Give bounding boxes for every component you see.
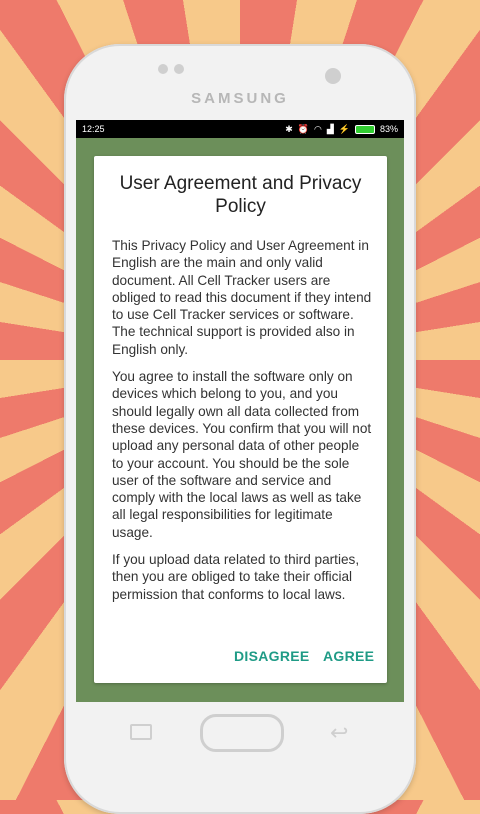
battery-icon — [355, 125, 375, 134]
status-bar — [76, 120, 404, 138]
policy-paragraph: If you upload data related to third parties, then you are obliged to take their official permission that conforms to local laws. — [112, 552, 360, 602]
bluetooth-icon: ✱ — [285, 123, 293, 134]
signal-icon: ▟ — [326, 123, 334, 134]
status-icons — [285, 124, 398, 135]
privacy-dialog — [94, 156, 387, 683]
phone-frame — [64, 44, 416, 814]
charging-icon: ⚡ — [338, 123, 350, 134]
agree-button[interactable]: AGREE — [323, 648, 375, 664]
back-icon[interactable]: ↩ — [330, 720, 349, 745]
policy-paragraph: You agree to install the software only on devices which belong to you, and you should legally own all data collected from these devices. You confirm that you will not upload any personal data of other people to your account. You should be the sole user of the software and service and comply with the local laws as well as take all legal responsibilities for legitimate usage. — [112, 369, 372, 540]
phone-brand: SAMSUNG — [191, 90, 289, 107]
battery-percent: 83% — [379, 124, 398, 134]
hardware-navbar — [64, 702, 416, 762]
alarm-icon: ⏰ — [297, 123, 309, 134]
sensor-dot — [174, 64, 184, 74]
disagree-button[interactable]: DISAGREE — [234, 648, 310, 664]
policy-paragraph: This Privacy Policy and User Agreement in English are the main and only valid document. All Cell Tracker users are obliged to read this document if they intend to use Cell Tracker services or software. The technical support is provided also in English only. — [112, 238, 372, 357]
dialog-title: User Agreement and Privacy Policy — [119, 173, 362, 217]
dialog-actions — [94, 648, 387, 668]
phone-screen — [76, 120, 404, 702]
sensor-dot — [158, 64, 168, 74]
recent-apps-icon[interactable] — [130, 724, 152, 740]
dialog-body[interactable] — [112, 237, 374, 630]
status-time: 12:25 — [82, 124, 105, 134]
wifi-icon: ◠ — [313, 123, 322, 134]
home-button[interactable] — [200, 714, 284, 752]
front-camera — [325, 68, 341, 84]
